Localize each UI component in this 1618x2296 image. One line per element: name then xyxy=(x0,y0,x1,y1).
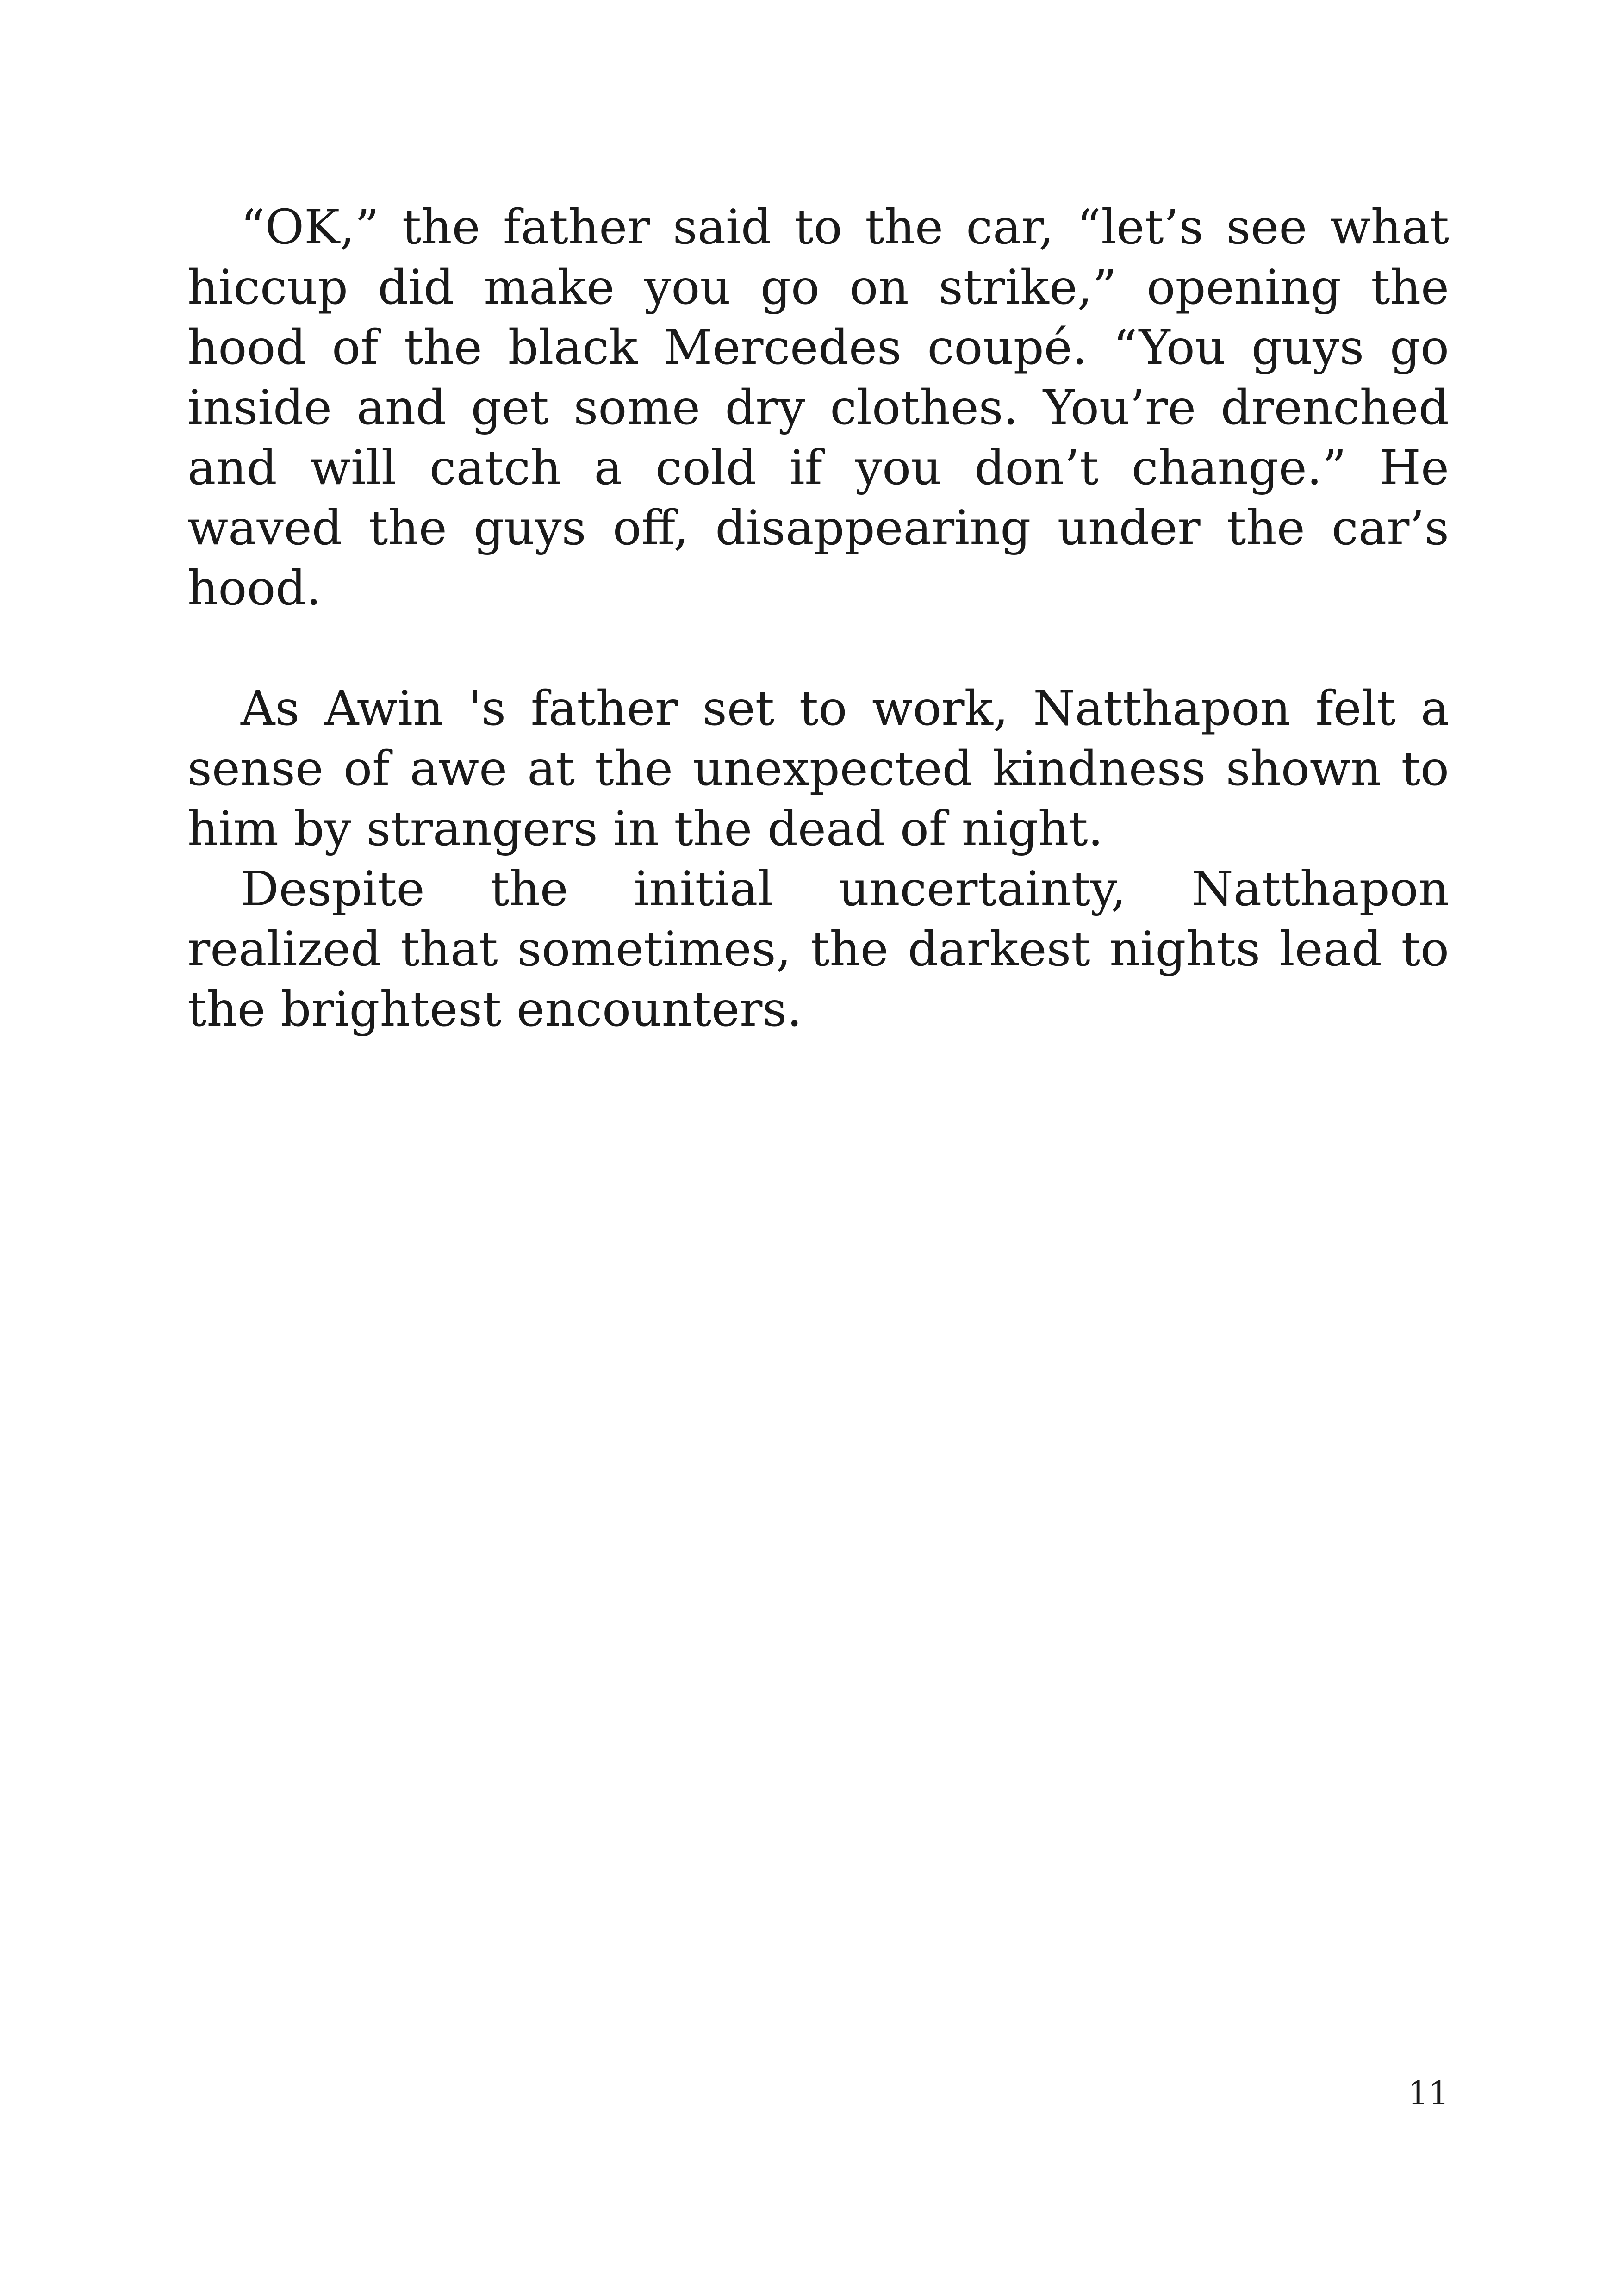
paragraph-2: As Awin 's father set to work, Natthapon felt a sense of awe at the unexpected kindness shown to him by strangers in the dead of night. xyxy=(187,681,1449,857)
paragraph-3: Despite the initial uncertainty, Natthapon realized that sometimes, the darkest nights lead to the brightest encounters. xyxy=(187,861,1449,1037)
page-number: 11 xyxy=(1407,2074,1449,2112)
paragraph-1: “OK,” the father said to the car, “let’s see what hiccup did make you go on strike,” opening the hood of the black Mercedes coupé. “You guys go inside and get some dry clothes. You’re drenched and will catch a cold if you don’t change.” He waved the guys off, disappearing under the car’s hood. xyxy=(187,199,1449,616)
body-text xyxy=(187,197,1449,1039)
